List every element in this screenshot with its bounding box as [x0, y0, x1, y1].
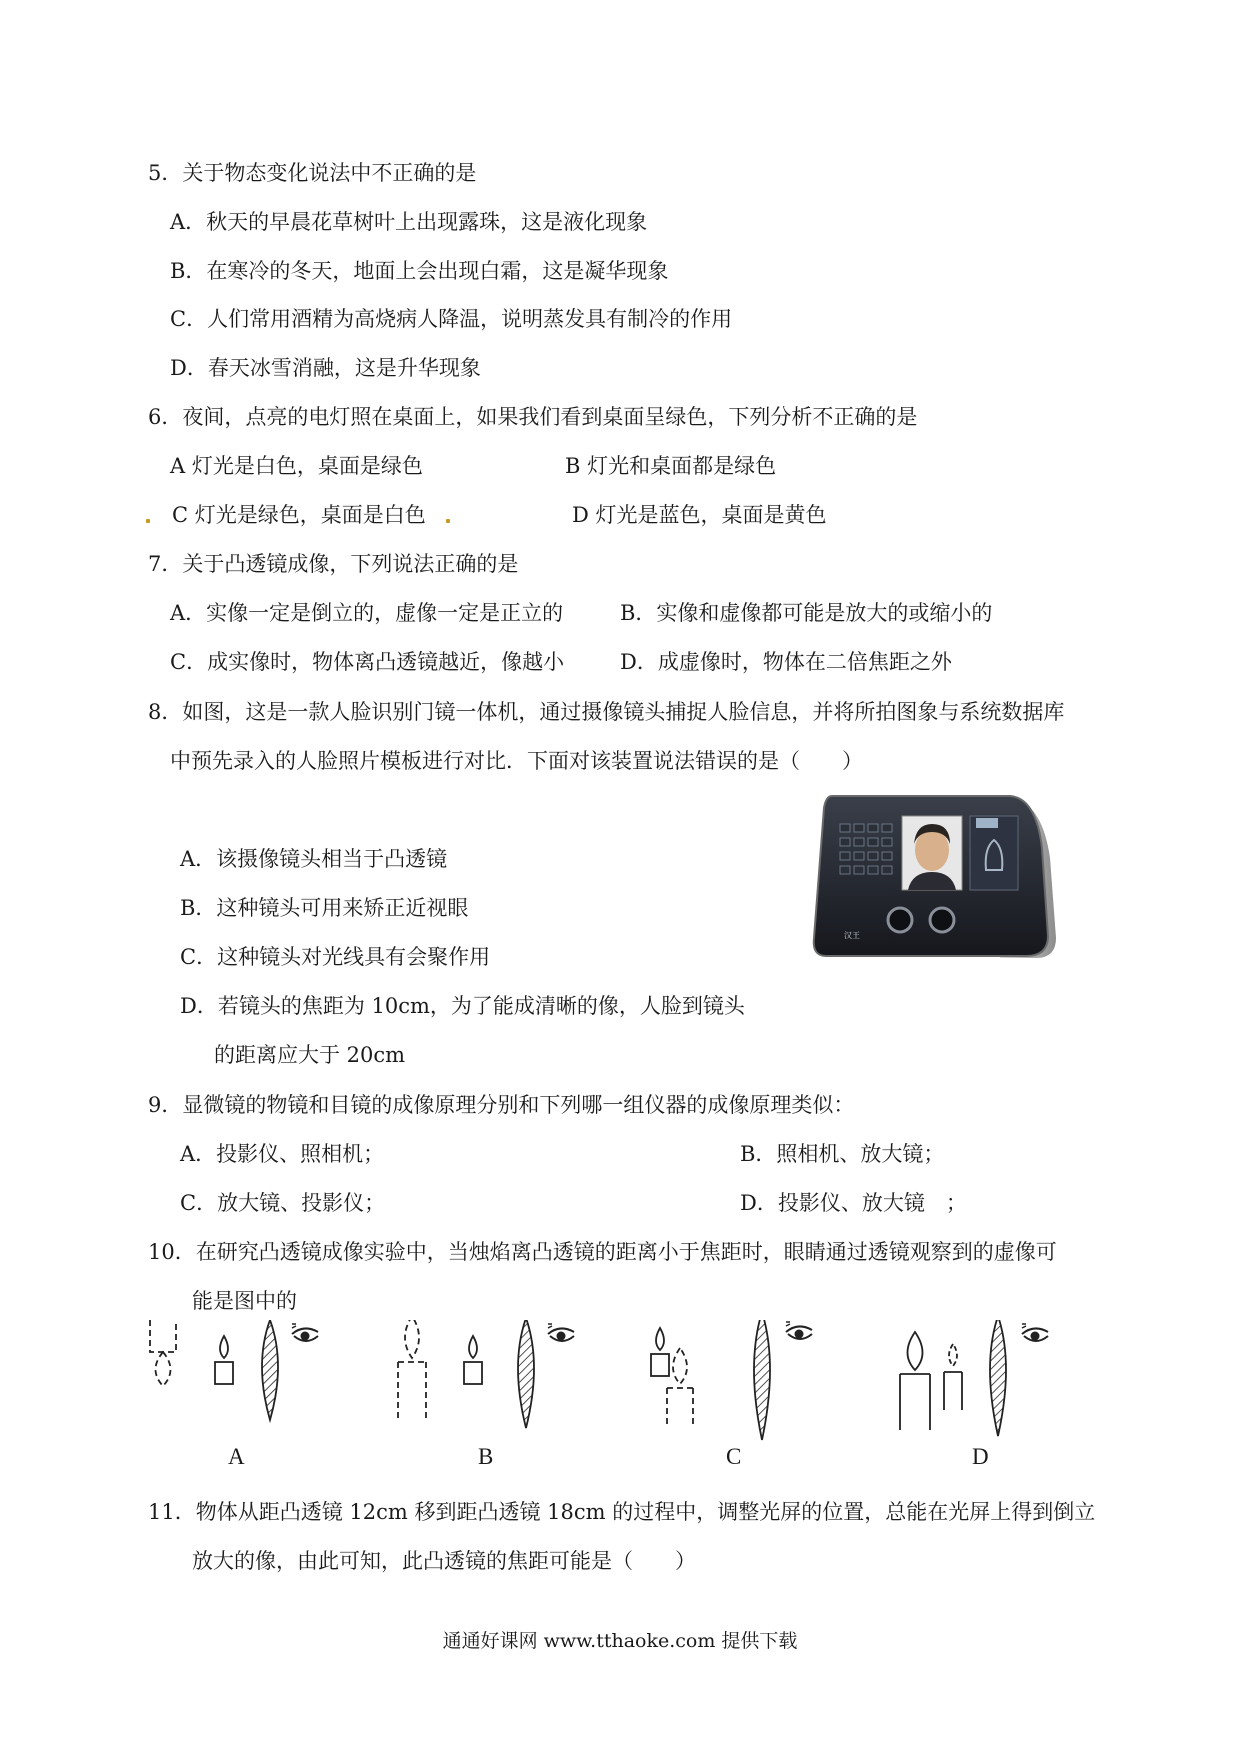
lens-label-b: B [478, 1444, 494, 1469]
q7-option-a: A．实像一定是倒立的，虚像一定是正立的 [170, 601, 564, 625]
q8-option-a: A．该摄像镜头相当于凸透镜 [180, 847, 448, 871]
q11-stem-line2: 放大的像，由此可知，此凸透镜的焦距可能是（ ） [192, 1549, 696, 1573]
q9-stem: 9．显微镜的物镜和目镜的成像原理分别和下列哪一组仪器的成像原理类似： [148, 1093, 855, 1117]
q9-option-b: B．照相机、放大镜； [740, 1142, 945, 1166]
q6-stem: 6．夜间，点亮的电灯照在桌面上，如果我们看到桌面呈绿色，下列分析不正确的是 [148, 405, 918, 429]
q6-option-a: A 灯光是白色，桌面是绿色 [170, 454, 423, 478]
scan-speck [446, 519, 450, 523]
q5-option-c: C．人们常用酒精为高烧病人降温，说明蒸发具有制冷的作用 [170, 307, 733, 331]
lens-option-c [651, 1320, 812, 1440]
q6-option-b: B 灯光和桌面都是绿色 [565, 454, 777, 478]
q7-option-d: D．成虚像时，物体在二倍焦距之外 [620, 650, 952, 674]
q9-option-c: C．放大镜、投影仪； [180, 1191, 386, 1215]
q7-option-c: C．成实像时，物体离凸透镜越近，像越小 [170, 650, 565, 674]
scan-speck [146, 519, 150, 523]
q8-stem-line1: 8．如图，这是一款人脸识别门镜一体机，通过摄像镜头捕捉人脸信息，并将所拍图象与系统数据库 [148, 700, 1065, 724]
lens-option-d [900, 1320, 1048, 1436]
q9-option-d: D．投影仪、放大镜 ； [740, 1191, 967, 1215]
q9-option-a: A．投影仪、照相机； [180, 1142, 385, 1166]
q5-stem: 5．关于物态变化说法中不正确的是 [148, 161, 477, 185]
q8-option-d-line2: 的距离应大于 20cm [214, 1043, 406, 1067]
q11-stem-line1: 11．物体从距凸透镜 12cm 移到距凸透镜 18cm 的过程中，调整光屏的位置，总能在光屏上得到倒立 [148, 1500, 1096, 1524]
lens-option-b [398, 1320, 574, 1428]
q5-option-b: B．在寒冷的冬天，地面上会出现白霜，这是凝华现象 [170, 259, 669, 283]
q10-stem-line2: 能是图中的 [192, 1289, 297, 1313]
q5-option-a: A．秋天的早晨花草树叶上出现露珠，这是液化现象 [170, 210, 648, 234]
lens-label-c: C [726, 1444, 742, 1469]
q8-option-b: B．这种镜头可用来矫正近视眼 [180, 896, 469, 920]
q7-option-b: B．实像和虚像都可能是放大的或缩小的 [620, 601, 993, 625]
q8-option-c: C．这种镜头对光线具有会聚作用 [180, 945, 491, 969]
device-brand-label: 汉王 [844, 931, 860, 940]
q10-stem-line1: 10．在研究凸透镜成像实验中，当烛焰离凸透镜的距离小于焦距时，眼睛通过透镜观察到的虚像可 [148, 1240, 1057, 1264]
face-recognition-device-image [810, 788, 1058, 968]
q6-option-c: C 灯光是绿色，桌面是白色 [172, 503, 426, 527]
q7-stem: 7．关于凸透镜成像，下列说法正确的是 [148, 552, 519, 576]
q6-option-d: D 灯光是蓝色，桌面是黄色 [572, 503, 827, 527]
q8-option-d-line1: D．若镜头的焦距为 10cm，为了能成清晰的像，人脸到镜头 [180, 994, 745, 1018]
q5-option-d: D．春天冰雪消融，这是升华现象 [170, 356, 481, 380]
lens-label-a: A [228, 1444, 245, 1469]
lens-option-a [150, 1320, 318, 1420]
q8-stem-line2: 中预先录入的人脸照片模板进行对比．下面对该装置说法错误的是（ ） [170, 749, 863, 773]
lens-diagram-figure [140, 1320, 1120, 1480]
page-footer: 通通好课网 www.tthaoke.com 提供下载 [442, 1630, 798, 1652]
lens-label-d: D [972, 1444, 989, 1469]
